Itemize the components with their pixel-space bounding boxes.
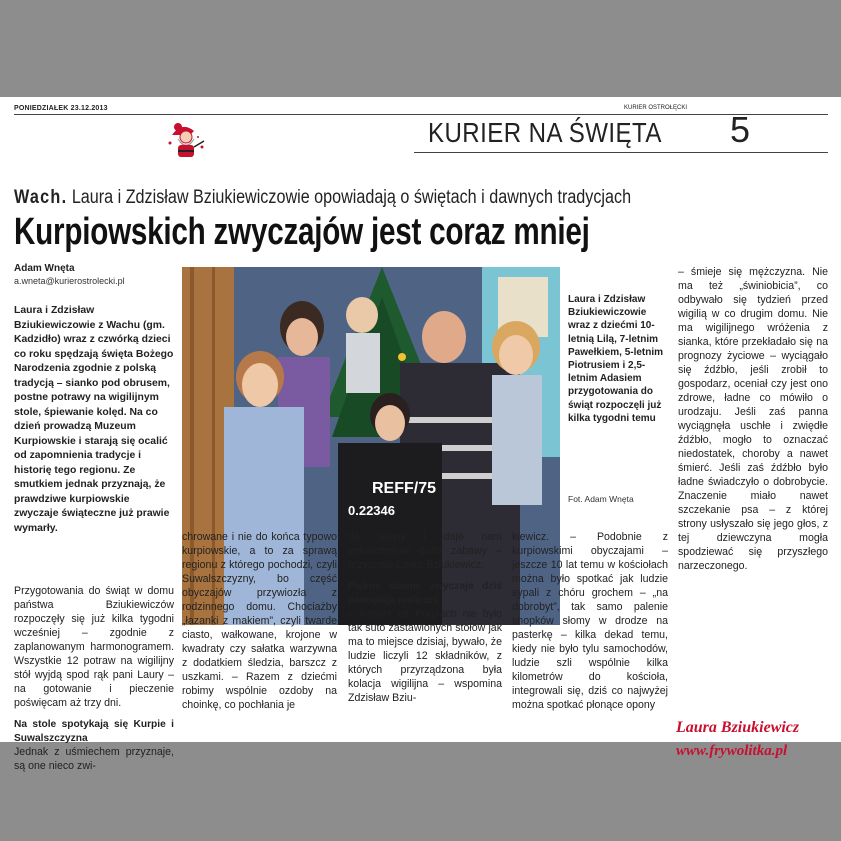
column-4: [512, 530, 668, 712]
shirt-text-1: REFF/75: [372, 480, 437, 497]
author-name: Adam Wnęta: [14, 263, 75, 274]
photo-caption: Laura i Zdzisław Bziukiewiczowie wraz z dziećmi 10-letnią Lilą, 7-letnim Pawełkiem, 5-letnim Piotrusiem i 2,5-letnim Adasiem przygotowania do świąt rozpoczęli już kilka tygodni temu: [568, 294, 664, 424]
author-email[interactable]: a.wneta@kurierostrolecki.pl: [14, 276, 125, 286]
page-number: 5: [730, 109, 751, 150]
column-1-text: Przygotowania do świąt w domu państwa Bziukiewiczów rozpoczęły się już kilka tygodni wcześniej – zgodnie z zaplanowanym harmonogramem. Wszystkie 12 potraw na wigilijny stół wyjdą spod rąk pani Laury – na gotowanie i pieczenie poświęcam aż trzy dni.: [14, 585, 174, 709]
publication-name: KURIER OSTROŁĘCKI: [624, 105, 688, 111]
article-headline: Kurpiowskich zwyczajów jest coraz mniej: [14, 211, 590, 253]
column-3-subhead: Piękne dawne zwyczaje dziś pamiętają nieliczni: [348, 581, 502, 606]
column-1-subhead: Na stole spotykają się Kurpie i Suwalszczyzna: [14, 719, 174, 744]
column-3-text: do reszty i daje nam jednocześnie dużo zabawy – przyznaje Laura Bziukiewicz.: [348, 531, 502, 571]
column-3-text-2: – Kiedyś na Kurpiach nie było tak suto zastawionych stołów jak ma to miejsce dzisiaj, bywało, że ludzie liczyli 12 składników, z których przyrządzona była kolacja wigilijna – wspomina Zdzisław Bziu-: [348, 608, 502, 704]
section-rule: [414, 152, 828, 153]
photo-credit: Fot. Adam Wnęta: [568, 494, 634, 504]
article-kicker: [14, 187, 631, 209]
kicker-place: Wach.: [14, 187, 68, 208]
newspaper-page: [0, 97, 841, 772]
column-2-text: chrowane i nie do końca typowo kurpiowskie, a to za sprawą regionu z którego pochodzi, czyli Suwalszczyzny, bo część obyczajów przywiozła z rodzinnego domu. Chociażby „łazanki z makiem”, czyli twarde ciasto, wałkowane, krojone w kwadraty czy sałatka warzywna z dodatkiem śledzia, barszcz z uszkami. – Razem z dziećmi robimy wspólnie ozdoby na choinkę, co pochłania je: [182, 531, 337, 711]
column-3: [348, 530, 502, 705]
watermark-name: Laura Bziukiewicz: [676, 719, 800, 736]
column-1: [14, 584, 174, 773]
shirt-text-2: 0.22346: [348, 503, 395, 518]
santa-claus-icon: [164, 117, 212, 165]
section-title: KURIER NA ŚWIĘTA: [428, 117, 662, 148]
column-4-text: kiewicz. – Podobnie z kurpiowskimi obyczajami – jeszcze 10 lat temu w kościołach można było spotkać jak ludzie sypali z chóru grochem – „na dobrobyt”, tak samo palenie snopków słomy w drodze na pasterkę – kilka dekad temu, kiedy nie było tylu samochodów, ludzie szli wspólnie kilka kilometrów do kościoła, integrowali się, dziś co najwyżej można spotkać płonące opony: [512, 531, 668, 711]
kicker-text: Laura i Zdzisław Bziukiewiczowie opowiadają o świętach i dawnych tradycjach: [71, 187, 632, 208]
column-1-text-2: Jednak z uśmiechem przyznaje, są one nieco zwi-: [14, 746, 174, 772]
watermark-site: www.frywolitka.pl: [676, 743, 788, 759]
column-2: [182, 530, 337, 712]
article-lead: Laura i Zdzisław Bziukiewiczowie z Wachu (gm. Kadzidło) wraz z czwórką dzieci co roku spędzają święta Bożego Narodzenia zgodnie z polską tradycją – sianko pod obrusem, postne potrawy na wigilijnym stole, śpiewanie kolęd. Na co dzień prowadzą Muzeum Kurpiowskie i starają się ocalić od zapomnienia tradycje i historię tego regionu. Ze smutkiem jednak przyznają, że prawdziwe kurpiowskie zwyczaje świąteczne już prawie wymarły.: [14, 305, 174, 534]
issue-date: PONIEDZIAŁEK 23.12.2013: [14, 105, 108, 112]
column-5: [678, 265, 828, 573]
column-5-text: – śmieje się mężczyzna. Nie ma też „świniobicia”, co odbywało się tydzień przed wigilią w co drugim domu. Nie ma wigilijnego wróżenia z sianka, które przekładało się na prognozy życiowe – wyciągało się źdźbło, jeśli zrobił to gospodarz, oceniał czy jest ono zdrowe, ładne co mówiło o urodzaju. Jeśli zaś panna wyciągnęła uschłe i zwiędłe źdźbło, mogło to oznaczać niedostatek, choroby a nawet śmierć. Jeśli zaś źdźbło było ładne świadczyło o dobrobycie. Znaczenie miało nawet szczekanie psa – z której strony usłyszało się jego głos, z tej dziewczyna mogła spodziewać się przyszłego narzeczonego.: [678, 266, 828, 572]
masthead-rule: [14, 114, 828, 115]
